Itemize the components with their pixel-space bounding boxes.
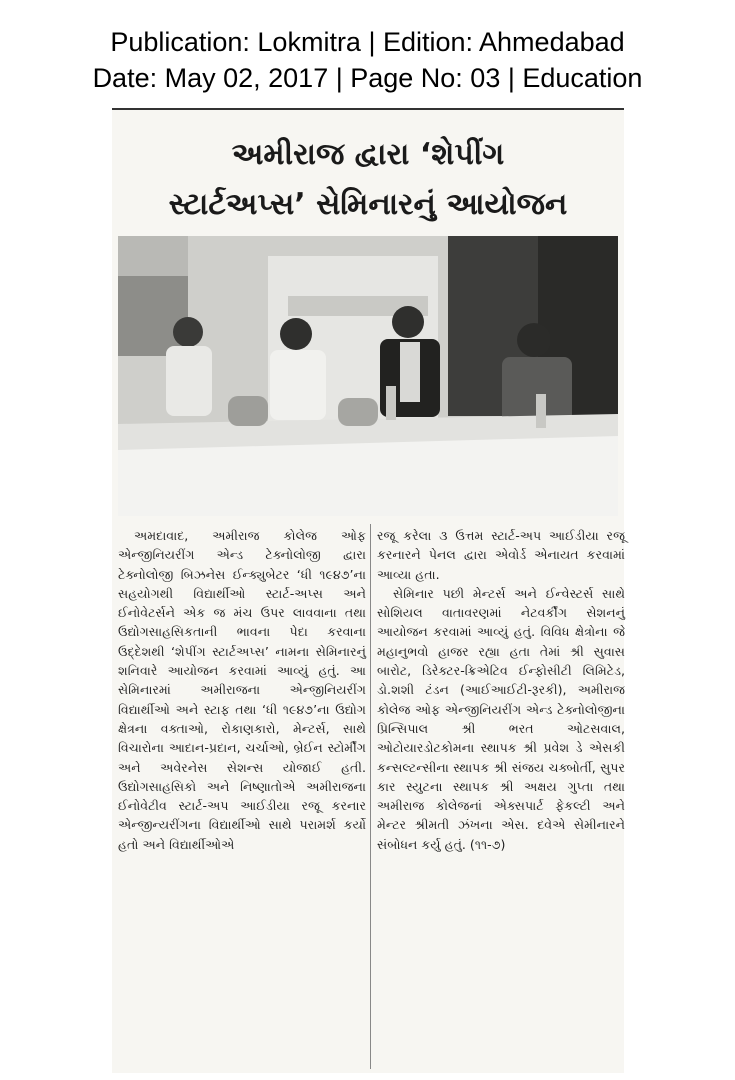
paragraph-1: અમદાવાદ, અમીરાજ કોલેજ ઓફ એન્જીનિયરીંગ એન્ડ ટેક્નોલોજી દ્વારા ટેક્નોલોજી બિઝનેસ ઈન્ક્યુબેટર ‘ધી ૧૯૪૭’ના સહયોગથી વિદ્યાર્થીઓ સ્ટાર્ટ-અપ્સ અને ઈનોવેટર્સને એક જ મંચ ઉપર લાવવાના તથા ઉદ્યોગસાહસિકતાની ભાવના પેદા કરવાના ઉદ્દેશથી ‘શેપીંગ સ્ટાર્ટઅપ્સ’ નામના સેમિનારનું શનિવારે આયોજન કરવામાં આવ્યું હતું. આ સેમિનારમાં અમીરાજના એન્જીનિયરીંગ વિદ્યાર્થીઓ અને સ્ટાફ તથા ‘ધી ૧૯૪૭’ના ઉદ્યોગ ક્ષેત્રના વક્તાઓ, રોકાણકારો, મેન્ટર્સ, સાથે વિચારોના આદાન-પ્રદાન, ચર્ચાઓ, બ્રેઈન સ્ટોર્મીંગ અને અવેરનેસ સેશન્સ યોજાઈ હતી. ઉદ્યોગસાહસિકો અને નિષ્ણાતોએ અમીરાજના ઈનોવેટીવ સ્ટાર્ટ-અપ આઈડીયા રજૂ કરનાર એન્જીન્યરીંગના વિદ્યાર્થીઓ સાથે પરામર્શ કર્યો હતો અને વિદ્યાર્થીઓએ [118, 528, 366, 852]
top-rule [112, 108, 624, 110]
seminar-photo [118, 236, 618, 516]
column-divider [370, 524, 371, 1069]
clipping-metadata-header [0, 24, 735, 96]
seminar-photo-drawing [118, 236, 618, 516]
paragraph-3: સેમિનાર પછી મેન્ટર્સ અને ઈન્વેસ્ટર્સ સાથે સોશિયલ વાતાવરણમાં નેટવર્કીંગ સેશનનું આયોજન કરવામાં આવ્યું હતું. વિવિધ ક્ષેત્રોના જે મહાનુભવો હાજર રહ્યા હતા તેમાં શ્રી સુવાસ બારોટ, ડિરેક્ટર-ક્રિએટિવ ઈન્ફોસીટી લિમિટેડ, ડો.શશી ટંડન (આઈઆઈટી-રૂરકી), અમીરાજ કોલેજ ઓફ એન્જીનિયરીંગ એન્ડ ટેક્નોલોજીના પ્રિન્સિપાલ શ્રી ભરત ઓટસવાલ, ઓટોયારડોટકોમના સ્થાપક શ્રી પ્રવેશ ડે એસકી કન્સલ્ટન્સીના સ્થાપક શ્રી સંજય ચક્બોર્તી, સુપર કાર સ્યુટના સ્થાપક શ્રી અક્ષય ગુપ્તા તથા અમીરાજ કોલેજનાં એક્સપાર્ટ ફેકલ્ટી અને મેન્ટર શ્રીમતી ઝંખના એસ. દવેએ સેમીનારને સંબોધન કર્યુ હતું. (૧૧-૭) [377, 585, 625, 852]
headline-line-1: અમીરાજ દ્વારા ‘શેપીંગ [231, 137, 505, 172]
date-page-section-line: Date: May 02, 2017 | Page No: 03 | Education [92, 63, 643, 93]
paragraph-2: રજૂ કરેલા ૩ ઉત્તમ સ્ટાર્ટ-અપ આઈડીયા રજૂ કરનારને પેનલ દ્વારા એવોર્ડ એનાયત કરવામાં આવ્યા હતા. [377, 528, 625, 582]
headline-line-2: સ્ટાર્ટઅપ્સ’ સેમિનારનું આયોજન [168, 187, 568, 222]
article-column-left [118, 526, 366, 854]
article-column-right [377, 526, 625, 854]
newspaper-clipping [112, 108, 624, 1073]
publication-edition-line: Publication: Lokmitra | Edition: Ahmedabad [110, 27, 625, 57]
article-headline [112, 130, 624, 230]
